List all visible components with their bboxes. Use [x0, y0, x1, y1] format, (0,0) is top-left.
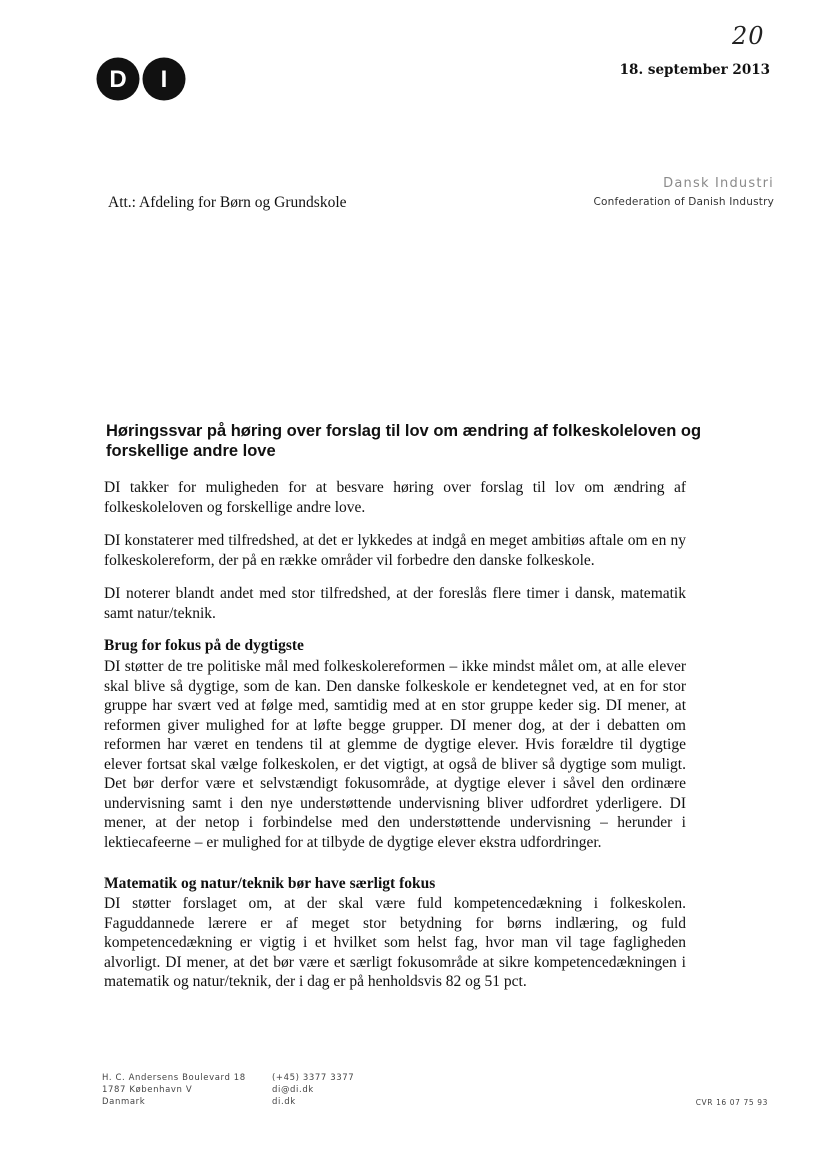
footer-website: di.dk [272, 1097, 296, 1107]
logo-letter-i: I [160, 66, 168, 93]
footer-address-line: Danmark [102, 1097, 146, 1107]
footer-phone: (+45) 3377 3377 [272, 1073, 355, 1083]
letter-date: 18. september 2013 [619, 62, 770, 78]
org-name-danish: Dansk Industri [663, 176, 774, 191]
document-title: Høringssvar på høring over forslag til lov om ændring af folkeskoleloven og forskellige andre love [106, 422, 702, 460]
di-logo [96, 57, 188, 101]
handwritten-page-number: 20 [732, 22, 765, 50]
footer-address-line: H. C. Andersens Boulevard 18 [102, 1073, 246, 1083]
paragraph-intro [104, 478, 686, 517]
footer-address [102, 1072, 246, 1108]
section-body-talented [104, 657, 686, 852]
footer-email: di@di.dk [272, 1085, 314, 1095]
footer-contact [272, 1072, 354, 1108]
org-name-english: Confederation of Danish Industry [593, 196, 774, 208]
paragraph-reform [104, 531, 686, 570]
footer-cvr: CVR 16 07 75 93 [695, 1098, 768, 1107]
section-heading-talented: Brug for fokus på de dygtigste [104, 637, 304, 654]
section-heading-math: Matematik og natur/teknik bør have særligt fokus [104, 875, 436, 892]
paragraph-text: DI støtter de tre politiske mål med folkeskolereformen – ikke mindst målet om, at alle elever skal blive så dygtige, som de kan. Den danske folkeskole er kendetegnet ved, at en for stor gruppe har svært ved at følge med, samtidig med at en stor gruppe keder sig. DI mener, at reformen giver mulighed for at løfte begge grupper. DI mener dog, at der i debatten om reformen har været en tendens til at glemme de dygtige elever. Hvis forældre til dygtige elever fortsat skal vælge folkeskolen, er det vigtigt, at også de bliver så dygtige som muligt. Det bør derfor være et selvstændigt fokusområde, at dygtige elever i såvel den ordinære undervisning samt i den nye understøttende undervisning bliver udfordret yderligere. DI mener, at der netop i forbindelse med den understøttende undervisning – herunder i lektiecafeerne – er mulighed for at tilbyde de dygtige elever ekstra udfordringer. [104, 658, 686, 851]
logo-letter-d: D [109, 66, 127, 93]
attention-line: Att.: Afdeling for Børn og Grundskole [108, 194, 347, 211]
paragraph-text: DI støtter forslaget om, at der skal være fuld kompetencedækning i folkeskolen. Faguddannede lærere er af meget stor betydning for børns indlæring, og fuld kompetencedækning er vigtig i et hvilket som helst fag, hvor man vil tage fagligheden alvorligt. DI mener, at det bør være et særligt fokusområde at sikre kompetencedækningen i matematik og natur/teknik, der i dag er på henholdsvis 82 og 51 pct. [104, 895, 686, 990]
paragraph-text: DI takker for muligheden for at besvare høring over forslag til lov om ændring af folkeskoleloven og forskellige andre love. [104, 479, 686, 516]
paragraph-text: DI noterer blandt andet med stor tilfredshed, at der foreslås flere timer i dansk, matematik samt natur/teknik. [104, 585, 686, 622]
footer-address-line: 1787 København V [102, 1085, 193, 1095]
paragraph-text: DI konstaterer med tilfredshed, at det er lykkedes at indgå en meget ambitiøs aftale om en ny folkeskolereform, der på en række områder vil forbedre den danske folkeskole. [104, 532, 686, 569]
paragraph-hours [104, 584, 686, 623]
section-body-math [104, 894, 686, 992]
